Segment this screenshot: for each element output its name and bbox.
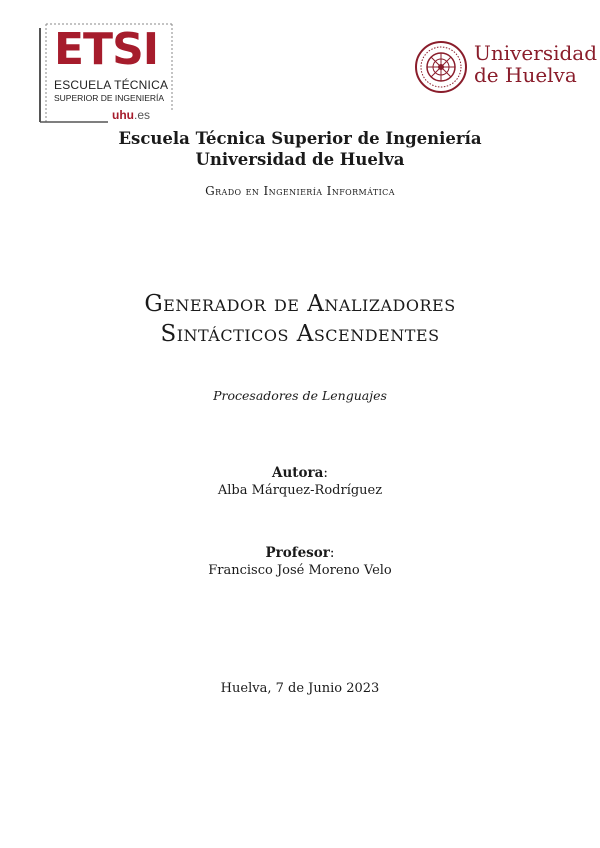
subject-name: Procesadores de Lenguajes — [213, 388, 387, 403]
etsi-line2: SUPERIOR DE INGENIERÍA — [54, 93, 165, 103]
etsi-web-b: .es — [134, 108, 151, 122]
university-name — [474, 42, 597, 86]
professor-label: Profesor — [265, 545, 330, 561]
document-date: Huelva, 7 de Junio 2023 — [220, 681, 380, 696]
university-name-line2: de Huelva — [474, 63, 577, 87]
etsi-logo — [38, 22, 178, 126]
etsi-web-a: uhu — [112, 108, 134, 122]
university-logo — [414, 40, 598, 96]
title-line1: Generador de Analizadores — [144, 291, 456, 317]
etsi-acronym: ETSI — [54, 24, 159, 75]
etsi-web — [112, 108, 150, 122]
professor-block — [0, 544, 600, 580]
university-name-line1: Universidad — [474, 41, 598, 65]
etsi-line1: ESCUELA TÉCNICA — [54, 78, 169, 92]
document-title — [0, 289, 600, 349]
author-name: Alba Márquez-Rodríguez — [217, 483, 383, 498]
school-heading — [0, 128, 600, 170]
university-seal-icon — [414, 40, 468, 94]
university-heading: Universidad de Huelva — [195, 150, 405, 169]
author-label-line: Autora: — [272, 465, 328, 481]
author-block — [0, 464, 600, 500]
degree-name: Grado en Ingeniería Informática — [205, 184, 395, 198]
professor-name: Francisco José Moreno Velo — [208, 563, 392, 578]
title-line2: Sintácticos Ascendentes — [160, 321, 440, 347]
school-name: Escuela Técnica Superior de Ingeniería — [118, 129, 482, 148]
author-label: Autora — [272, 465, 324, 481]
professor-label-line: Profesor: — [265, 545, 335, 561]
